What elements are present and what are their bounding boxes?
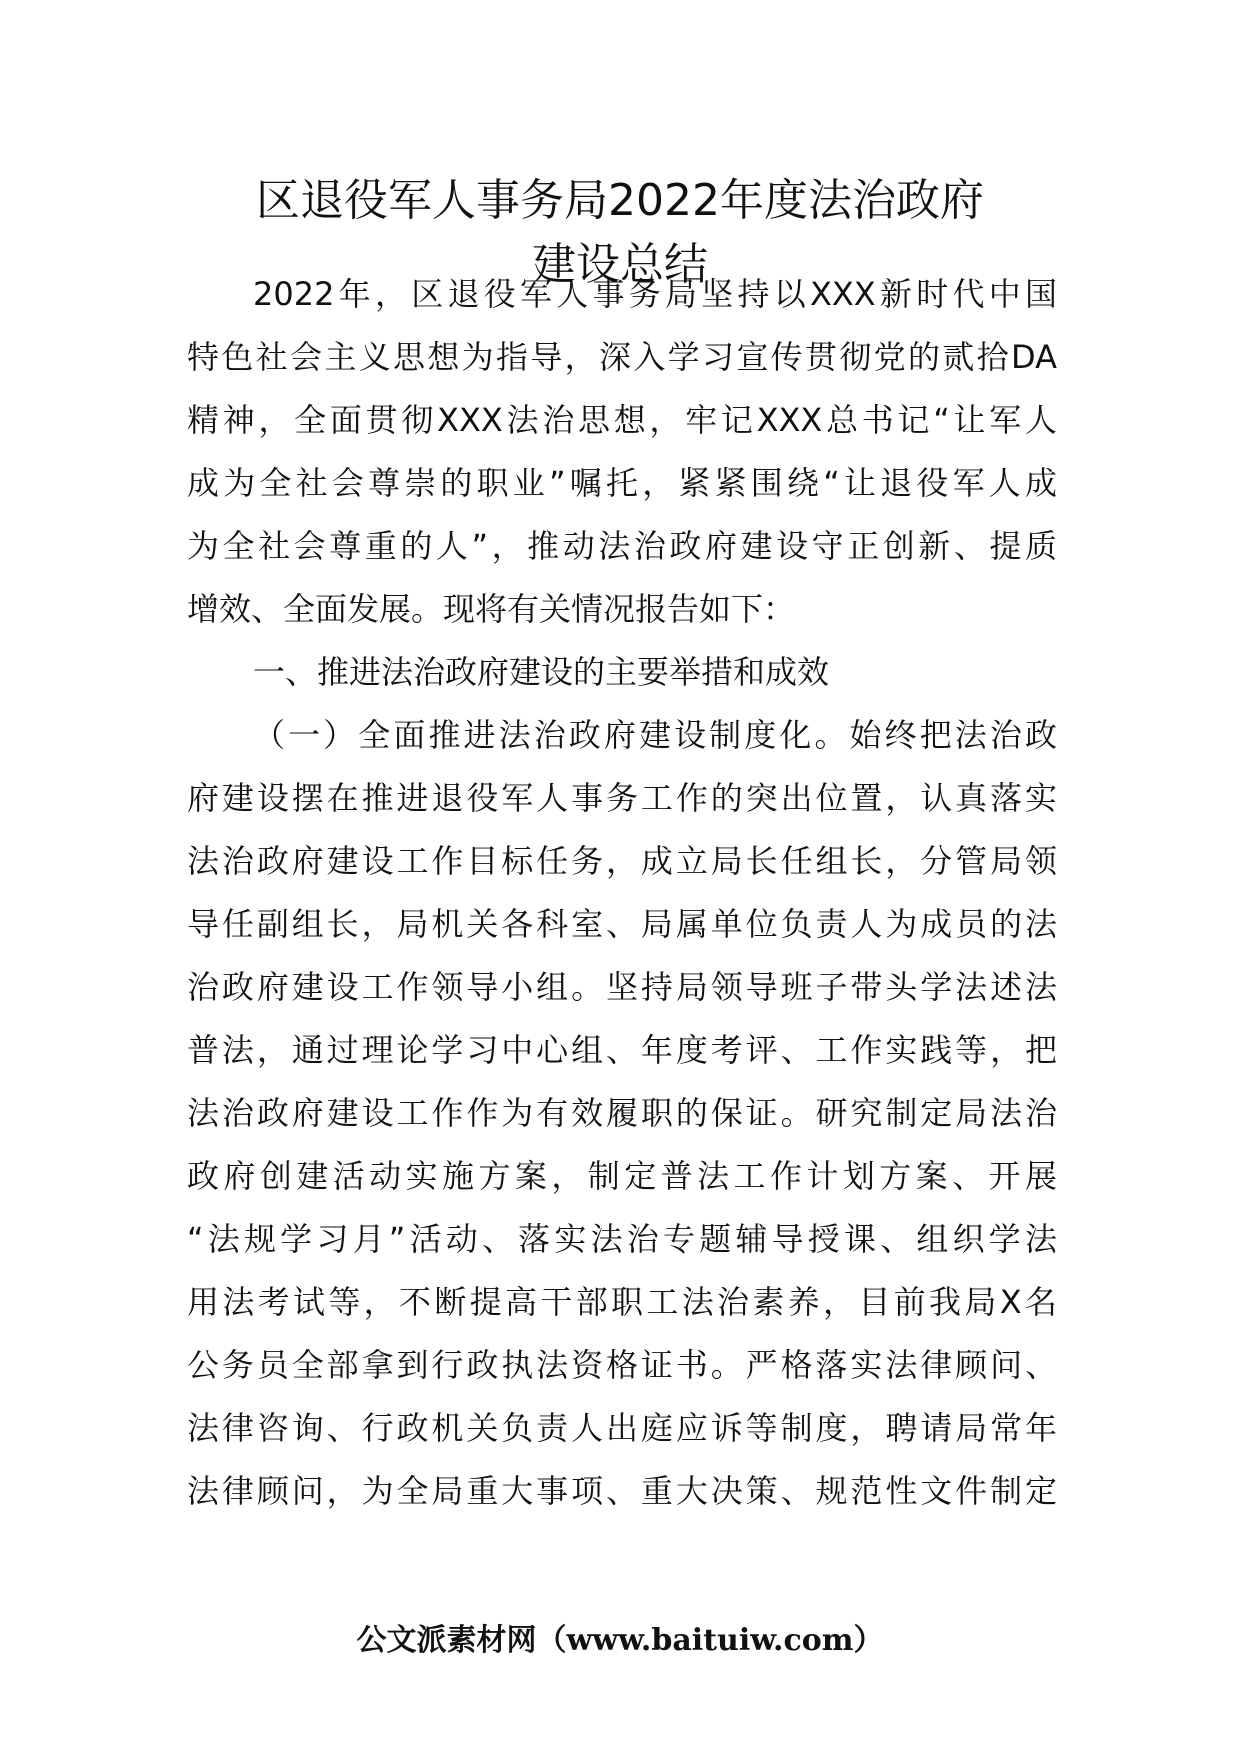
body-text-line: 法律咨询、行政机关负责人出庭应诉等制度，聘请局常年: [187, 1409, 1057, 1447]
footer-watermark-text: 公文派素材网（www.baituiw.com）: [356, 1623, 884, 1658]
body-text-line: 公务员全部拿到行政执法资格证书。严格落实法律顾问、: [187, 1346, 1057, 1384]
body-text-line: 普法，通过理论学习中心组、年度考评、工作实践等，把: [187, 1031, 1057, 1069]
body-text-line: 法治政府建设工作目标任务，成立局长任组长，分管局领: [187, 842, 1057, 880]
body-text-line: “法规学习月”活动、落实法治专题辅导授课、组织学法: [187, 1220, 1057, 1258]
document-title-line-1: 区退役军人事务局2022年度法治政府: [256, 175, 984, 226]
body-text-line: 府建设摆在推进退役军人事务工作的突出位置，认真落实: [187, 779, 1057, 817]
body-text-line: （一）全面推进法治政府建设制度化。始终把法治政: [253, 716, 1057, 754]
section-heading: 一、推进法治政府建设的主要举措和成效: [253, 653, 830, 691]
body-text-line: 特色社会主义思想为指导，深入学习宣传贯彻党的贰拾DA: [187, 338, 1057, 376]
document-title-line-2: 建设总结: [532, 239, 708, 290]
body-text-line: 治政府建设工作领导小组。坚持局领导班子带头学法述法: [187, 968, 1057, 1006]
body-text-line: 导任副组长，局机关各科室、局属单位负责人为成员的法: [187, 905, 1057, 943]
body-text-line: 用法考试等，不断提高干部职工法治素养，目前我局X名: [187, 1283, 1057, 1321]
body-text-line: 增效、全面发展。现将有关情况报告如下：: [187, 590, 796, 628]
body-text-line: 政府创建活动实施方案，制定普法工作计划方案、开展: [187, 1157, 1057, 1195]
body-text-line: 法治政府建设工作作为有效履职的保证。研究制定局法治: [187, 1094, 1057, 1132]
body-text-line: 2022年，区退役军人事务局坚持以XXX新时代中国: [253, 275, 1057, 313]
body-text-line: 为全社会尊重的人”，推动法治政府建设守正创新、提质: [187, 527, 1057, 565]
body-text-line: 成为全社会尊崇的职业”嘱托，紧紧围绕“让退役军人成: [187, 464, 1057, 502]
body-text-line: 法律顾问，为全局重大事项、重大决策、规范性文件制定: [187, 1472, 1057, 1510]
body-text-line: 精神，全面贯彻XXX法治思想，牢记XXX总书记“让军人: [187, 401, 1057, 439]
